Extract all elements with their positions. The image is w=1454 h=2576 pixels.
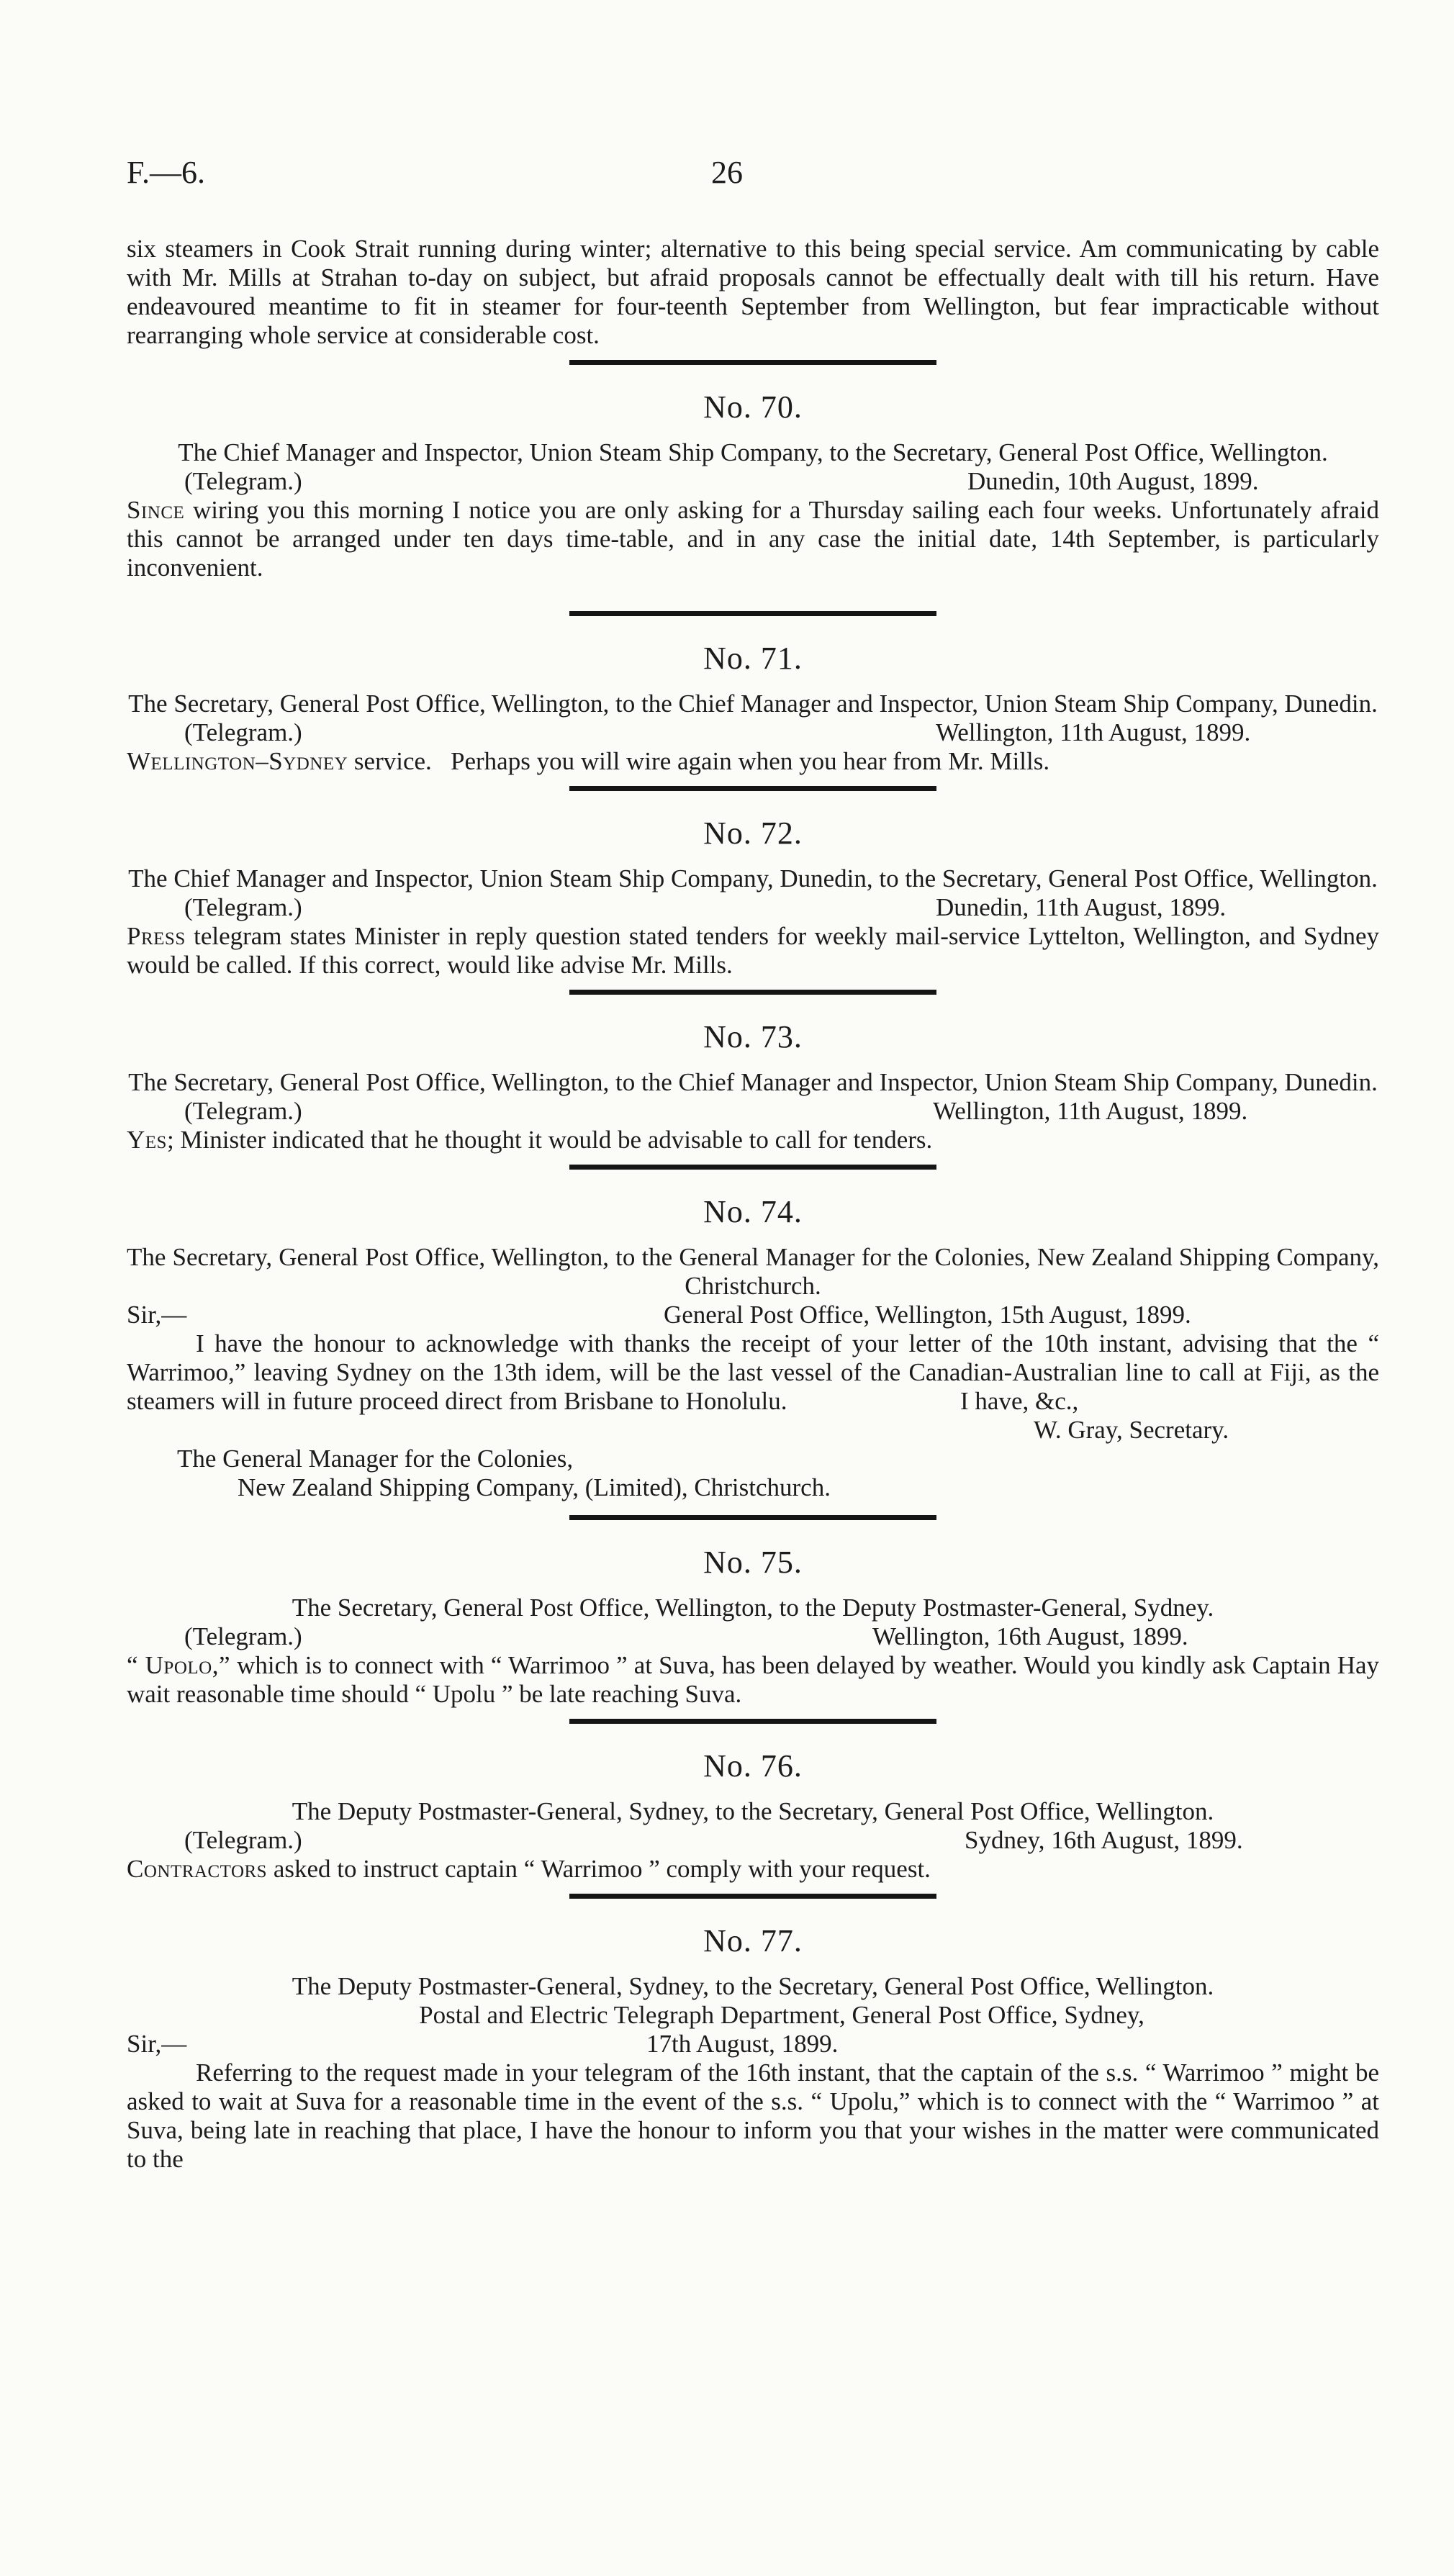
opening-word: Since [127,496,185,524]
letter-heading: The Secretary, General Post Office, Wellington, to the Chief Manager and Inspector, Union Steam Ship Company, Dunedin. [128,690,1378,718]
letter-number: No. 77. [703,1923,803,1958]
body-text: which is to connect with “ Warrimoo ” at Suva, has been delayed by weather. Would you kindly ask Captain Hay wait reasonable time should “ Upolu ” be late reaching Suva. [127,1651,1379,1708]
section-divider [569,1894,936,1899]
telegram-label: (Telegram.) [184,718,302,746]
letter-number: No. 74. [703,1194,803,1229]
opening-word: Yes [127,1126,167,1154]
letter-heading: The Deputy Postmaster-General, Sydney, to the Secretary, General Post Office, Wellington. [292,1797,1214,1825]
place-date: Wellington, 11th August, 1899. [933,1097,1248,1125]
place-date: Dunedin, 10th August, 1899. [967,467,1259,495]
section-divider [569,360,936,365]
address-line: New Zealand Shipping Company, (Limited), Christchurch. [238,1473,831,1501]
dateline [127,1301,1379,1329]
telegram-label: (Telegram.) [184,1622,302,1650]
letter-number: No. 76. [703,1748,803,1784]
section-divider [569,611,936,616]
letter-no-70 [127,389,1379,582]
letter-no-76 [127,1748,1379,1884]
section-divider [569,786,936,791]
section-divider [569,1719,936,1724]
opening-word: “ Upolo,” [127,1651,231,1679]
telegram-label: (Telegram.) [184,1097,302,1125]
telegram-label: (Telegram.) [184,1826,302,1854]
closing-line [127,1387,1379,1416]
section-divider [569,1515,936,1520]
intro-paragraph: six steamers in Cook Strait running during winter; alternative to this being special service. Am communicating by cable with Mr. Mills at Strahan to-day on subject, but afraid proposals cannot be effectually dealt with till his return. Have endeavoured meantime to fit in steamer for four-teenth September from Wellington, but fear impracticable without rearranging whole service at considerable cost. [127,235,1379,349]
telegram-label: (Telegram.) [184,893,302,921]
section-divider [569,1165,936,1170]
letter-body: I have the honour to acknowledge with thanks the receipt of your letter of the 10th instant, advising that the “ Warrimoo,” leaving Sydney on the 13th idem, will be the last vessel of the Canadian-Australian line to call at Fiji, as the steamers will in future proceed direct from Brisbane to Honolulu. [127,1329,1379,1415]
letter-no-71 [127,641,1379,776]
letter-heading: The Secretary, General Post Office, Wellington, to the General Manager for the Colonies, New Zealand Shipping Company, Christchurch. [127,1243,1379,1300]
place-date: Dunedin, 11th August, 1899. [936,893,1227,921]
address-line: The General Manager for the Colonies, [177,1445,574,1473]
dateline [127,2030,1379,2058]
letter-body [127,1651,1379,1709]
page-header [127,154,1327,197]
place-date: Wellington, 16th August, 1899. [872,1622,1188,1650]
closing: I have, &c., [960,1387,1079,1415]
letter-number: No. 70. [703,389,803,425]
letter-heading: The Chief Manager and Inspector, Union Steam Ship Company, Dunedin, to the Secretary, General Post Office, Wellington. [128,864,1378,892]
signature: W. Gray, Secretary. [1034,1416,1229,1444]
letter-no-74 [127,1194,1379,1502]
letter-body [127,1855,1379,1884]
dateline [127,467,1379,496]
letter-body: Referring to the request made in your telegram of the 16th instant, that the captain of the s.s. “ Warrimoo ” might be asked to wait at Suva for a reasonable time in the event of the s.s. “ Upolu,” which is to connect with the “ Warrimoo ” at Suva, being late in reaching that place, I have the honour to inform you that your wishes in the matter were communicated to the [127,2058,1379,2173]
opening-word: Press [127,922,186,950]
letter-body [127,1126,1379,1154]
place-date: Wellington, 11th August, 1899. [936,718,1251,746]
body-text: wiring you this morning I notice you are only asking for a Thursday sailing each four weeks. Unfortunately afraid this cannot be arranged under ten days time-table, and in any case the initial date, 14th September, is particularly inconvenient. [127,496,1379,582]
letter-no-77 [127,1923,1379,2174]
place-date: General Post Office, Wellington, 15th August, 1899. [664,1301,1191,1329]
salutation: Sir,— [127,1301,187,1329]
letter-heading: The Secretary, General Post Office, Wellington, to the Deputy Postmaster-General, Sydney. [292,1594,1214,1622]
page-content [127,235,1379,2174]
dateline [127,1097,1379,1126]
letter-no-73 [127,1019,1379,1154]
opening-word: Wellington–Sydney [127,747,348,775]
letter-no-75 [127,1545,1379,1709]
letter-body [127,922,1379,980]
body-text: telegram states Minister in reply question stated tenders for weekly mail-service Lyttelton, Wellington, and Sydney would be called. If this correct, would like advise Mr. Mills. [127,922,1379,979]
dateline [127,893,1379,922]
place-date: Sydney, 16th August, 1899. [965,1826,1243,1854]
letter-no-72 [127,815,1379,980]
letter-body [127,496,1379,582]
dateline [127,1622,1379,1651]
letter-body [127,747,1379,776]
letter-heading: The Secretary, General Post Office, Wellington, to the Chief Manager and Inspector, Union Steam Ship Company, Dunedin. [128,1068,1378,1096]
letter-number: No. 72. [703,815,803,851]
dateline [127,1826,1379,1855]
section-divider [569,990,936,995]
opening-word: Contractors [127,1855,268,1883]
letter-number: No. 75. [703,1545,803,1580]
letter-number: No. 73. [703,1019,803,1054]
letter-heading: The Deputy Postmaster-General, Sydney, to the Secretary, General Post Office, Wellington. [292,1972,1214,2000]
letter-number: No. 71. [703,641,803,676]
body-text: service. Perhaps you will wire again when you hear from Mr. Mills. [348,747,1050,775]
letter-date: 17th August, 1899. [646,2030,839,2058]
dateline [127,718,1379,747]
page-number: 26 [711,155,743,190]
body-text: asked to instruct captain “ Warrimoo ” comply with your request. [267,1855,931,1883]
body-text: ; Minister indicated that he thought it would be advisable to call for tenders. [166,1126,933,1154]
document-reference: F.—6. [127,155,205,190]
telegram-label: (Telegram.) [184,467,302,495]
letter-heading: The Chief Manager and Inspector, Union Steam Ship Company, to the Secretary, General Post Office, Wellington. [178,438,1328,466]
signature-line [127,1416,1379,1445]
salutation: Sir,— [127,2030,187,2058]
department-line: Postal and Electric Telegraph Department, General Post Office, Sydney, [419,2001,1144,2029]
